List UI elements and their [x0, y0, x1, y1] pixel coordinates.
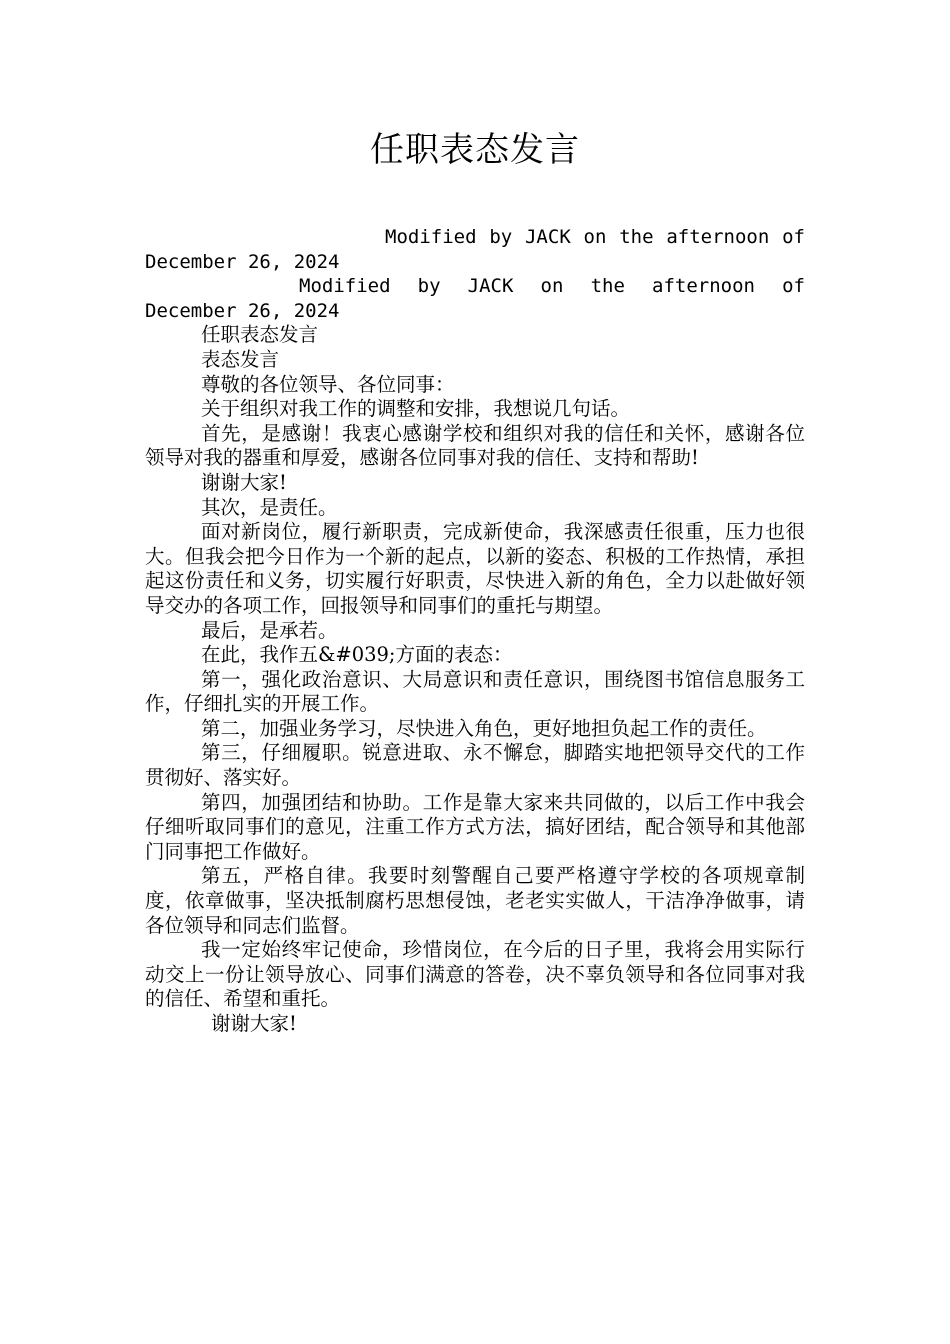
- paragraph: 在此，我作五&#039;方面的表态：: [201, 643, 513, 667]
- document-body: [145, 225, 805, 1037]
- paragraph: 首先，是感谢！我衷心感谢学校和组织对我的信任和关怀，感谢各位领导对我的器重和厚爱，感谢各位同事对我的信任、支持和帮助!: [145, 421, 805, 470]
- paragraph: 第一，强化政治意识、大局意识和责任意识，围绕图书馆信息服务工作，仔细扎实的开展工作。: [145, 667, 805, 716]
- salutation: 尊敬的各位领导、各位同事：: [201, 372, 455, 396]
- paragraph: 第四，加强团结和协助。工作是靠大家来共同做的，以后工作中我会仔细听取同事们的意见，注重工作方式方法，搞好团结，配合领导和其他部门同事把工作做好。: [145, 790, 805, 863]
- paragraph: 第三，仔细履职。锐意进取、永不懈怠，脚踏实地把领导交代的工作贯彻好、落实好。: [145, 741, 805, 790]
- paragraph: 我一定始终牢记使命，珍惜岗位，在今后的日子里，我将会用实际行动交上一份让领导放心、同事们满意的答卷，决不辜负领导和各位同事对我的信任、希望和重托。: [145, 938, 805, 1011]
- document-title: 任职表态发言: [370, 130, 580, 170]
- paragraph: 最后，是承若。: [201, 618, 338, 642]
- paragraph: 第二，加强业务学习，尽快进入角色，更好地担负起工作的责任。: [201, 716, 767, 740]
- modified-note: Modified by JACK on the afternoon of December 26, 2024: [145, 226, 805, 273]
- paragraph: 谢谢大家!: [201, 470, 287, 494]
- paragraph: 其次，是责任。: [201, 495, 338, 519]
- paragraph: 表态发言: [201, 347, 280, 371]
- modified-note: Modified by JACK on the afternoon of December 26, 2024: [145, 275, 805, 322]
- paragraph: 第五，严格自律。我要时刻警醒自己要严格遵守学校的各项规章制度，依章做事，坚决抵制腐朽思想侵蚀，老老实实做人，干洁净净做事，请各位领导和同志们监督。: [145, 864, 805, 937]
- paragraph: 任职表态发言: [201, 323, 319, 347]
- closing-line: 谢谢大家!: [211, 1012, 297, 1035]
- paragraph: 关于组织对我工作的调整和安排，我想说几句话。: [201, 397, 631, 421]
- paragraph: 面对新岗位，履行新职责，完成新使命，我深感责任很重，压力也很大。但我会把今日作为一个新的起点，以新的姿态、积极的工作热情，承担起这份责任和义务，切实履行好职责，尽快进入新的角色，全力以赴做好领导交办的各项工作，回报领导和同事们的重托与期望。: [145, 520, 805, 617]
